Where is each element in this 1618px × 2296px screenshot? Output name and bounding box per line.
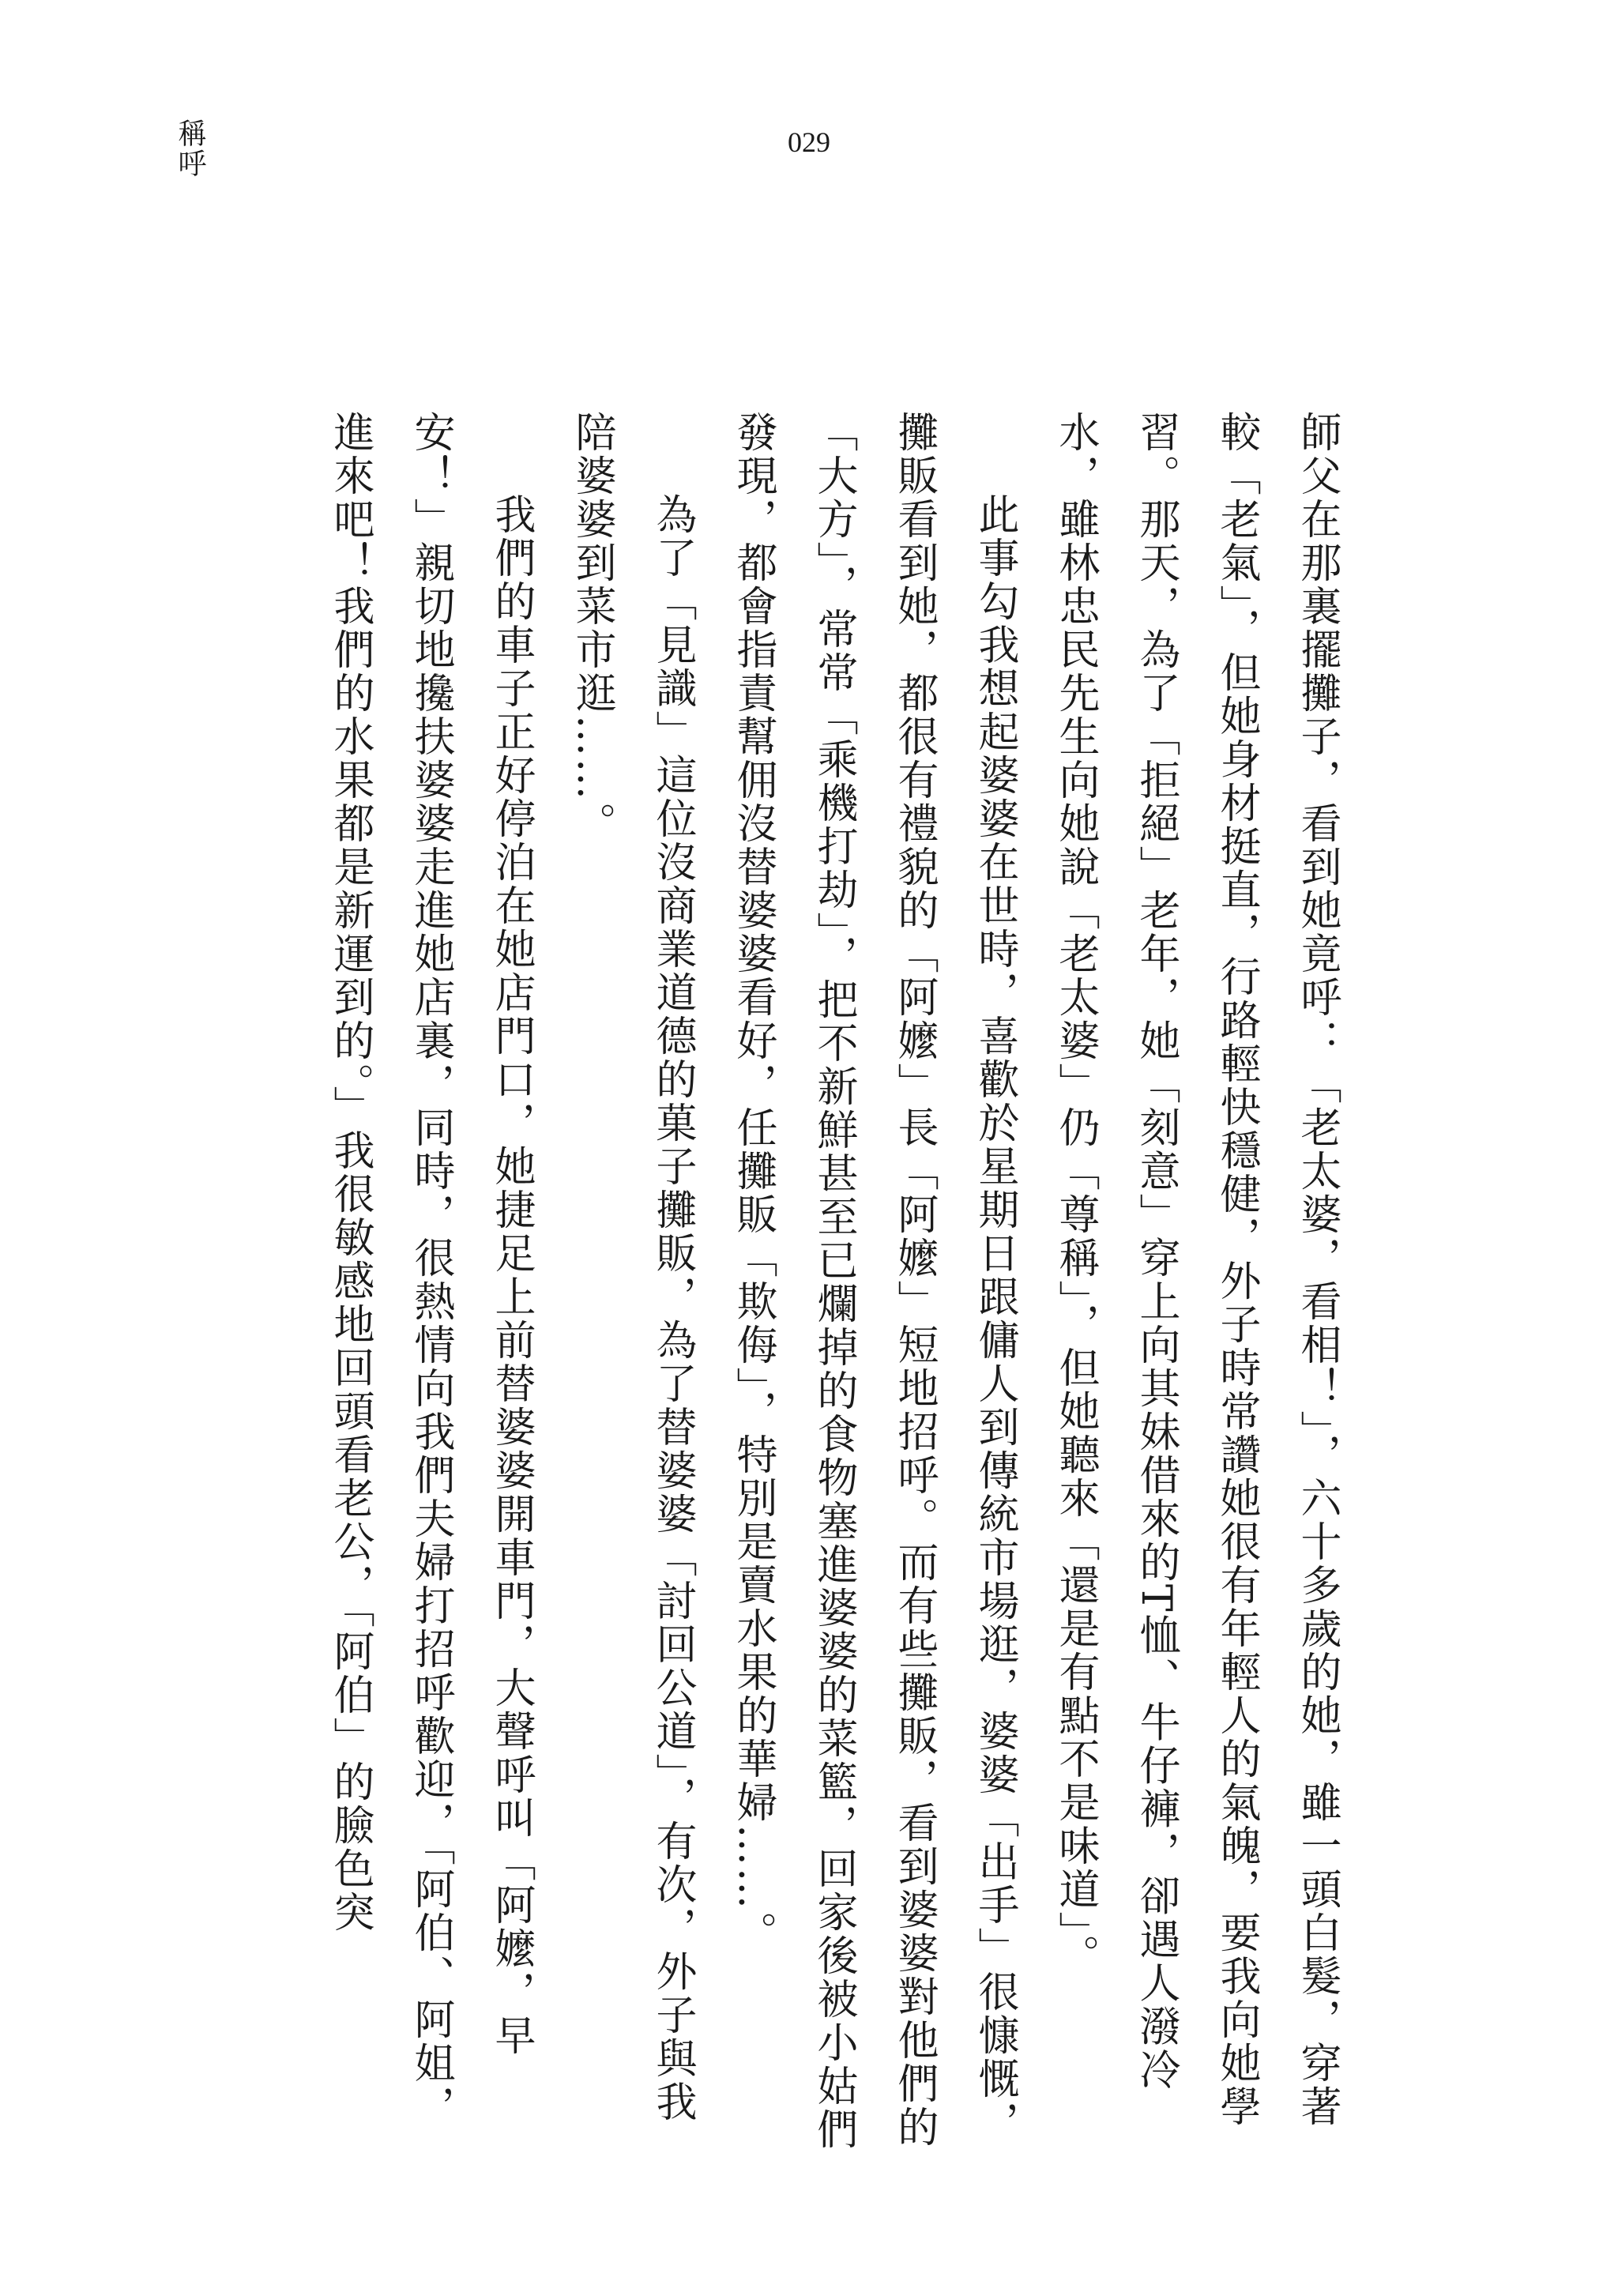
running-header: 稱呼 <box>174 119 206 179</box>
page-number: 029 <box>788 126 830 158</box>
paragraph-4: 我們的車子正好停泊在她店門口，她捷足上前替婆婆開車門，大聲呼叫「阿嬤，早安！」親切地攙扶婆婆走進她店裏，同時，很熱情向我們夫婦打招呼歡迎，「阿伯、阿姐，進來吧！我們的水果都是新運到的。」我很敏感地回頭看老公，「阿伯」的臉色突 <box>326 411 535 2129</box>
paragraph-1: 師父在那裏擺攤子，看到她竟呼：「老太婆，看相！」，六十多歲的她，雖一頭白髮，穿著較「老氣」，但她身材挺直，行路輕快穩健，外子時常讚她很有年輕人的氣魄，要我向她學習。那天，為了「拒絕」老年，她「刻意」穿上向其妹借來的T恤、牛仔褲，卻遇人潑冷水，雖林忠民先生向她說「老太婆」仍「尊稱」，但她聽來「還是有點不是味道」。 <box>1052 411 1341 2129</box>
paragraph-3: 為了「見識」這位沒商業道德的菓子攤販，為了替婆婆「討回公道」，有次，外子與我陪婆婆到菜市逛……。 <box>568 411 696 2124</box>
body-text <box>235 411 1357 2157</box>
paragraph-2: 此事勾我想起婆婆在世時，喜歡於星期日跟傭人到傳統市場逛，婆婆「出手」很慷慨，攤販看到她，都很有禮貌的「阿嬤」長「阿嬤」短地招呼。而有些攤販，看到婆婆對他們的「大方」，常常「乘機打劫」，把不新鮮甚至已爛掉的食物塞進婆婆的菜籃，回家後被小姑們發現，都會指責幫佣沒替婆婆看好，任攤販「欺侮」，特別是賣水果的華婦……。 <box>729 411 1018 2151</box>
